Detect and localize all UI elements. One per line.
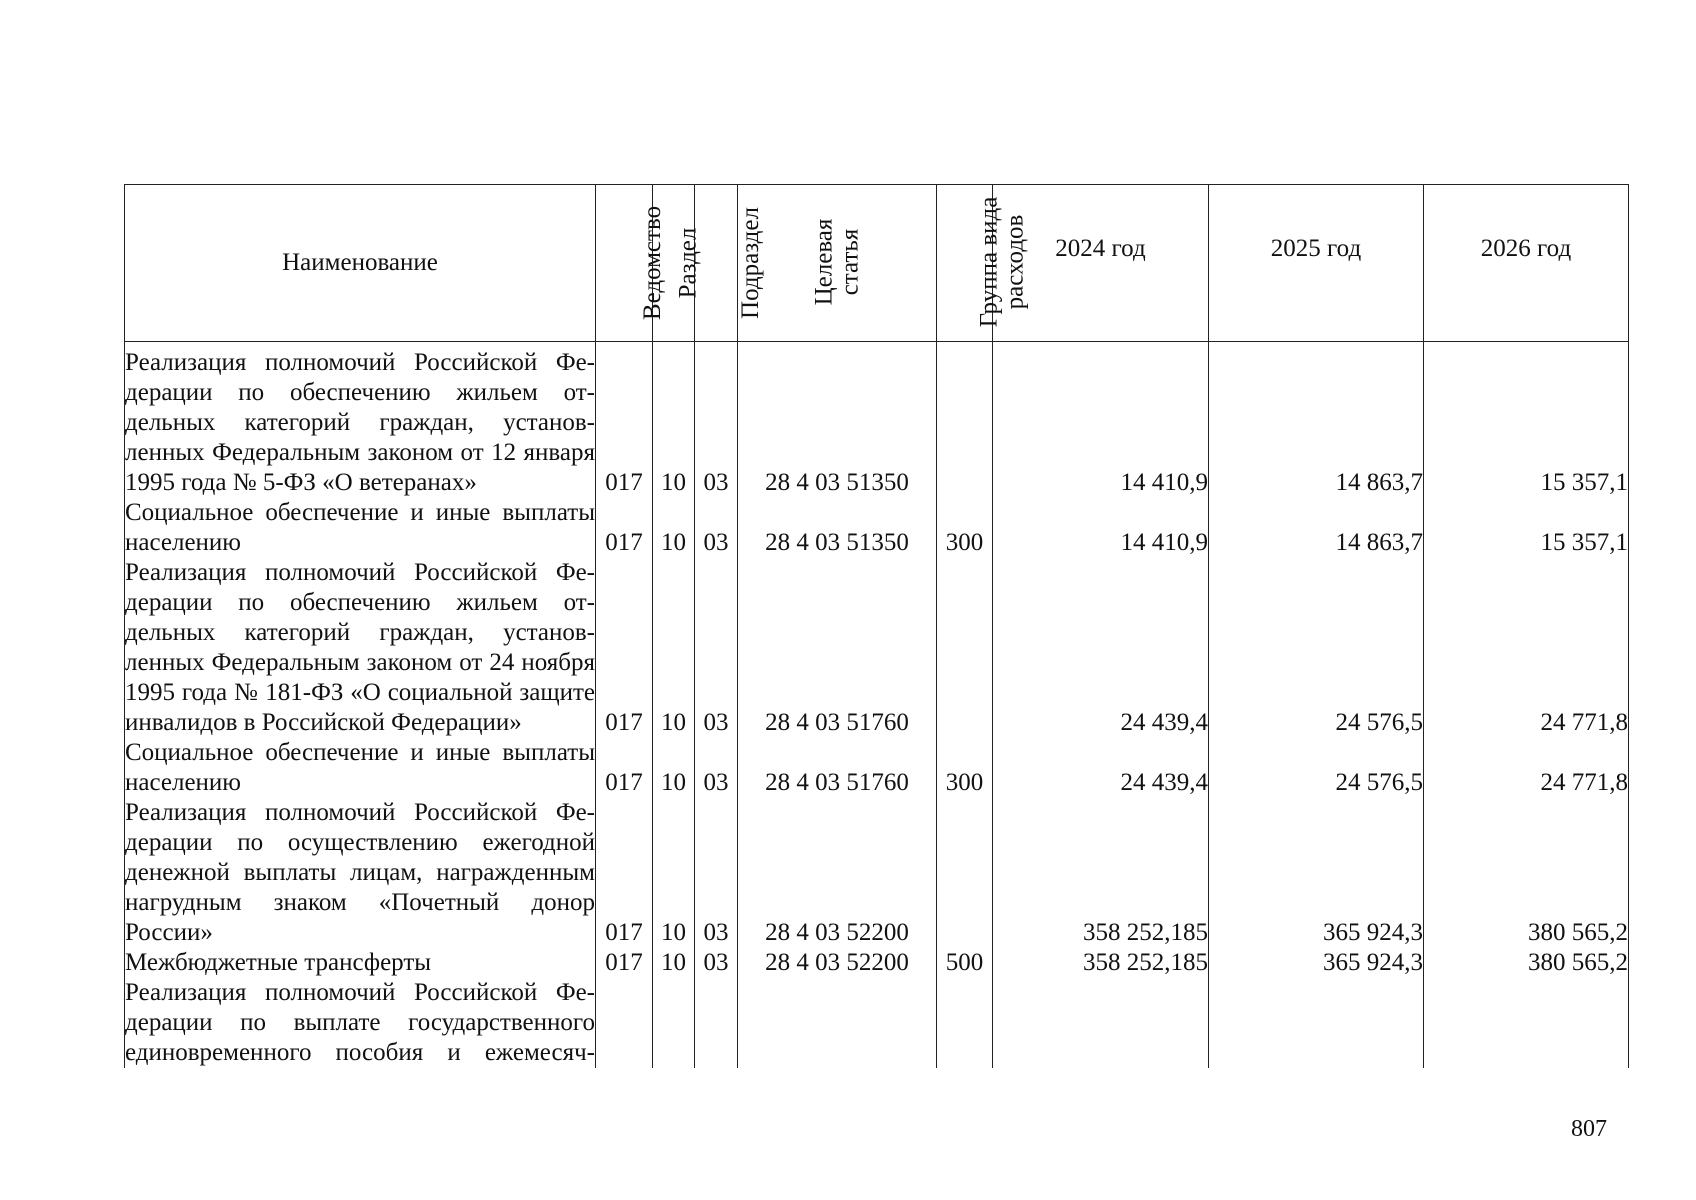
row-department: 017 [596,948,653,978]
row-2024: 358 252,185 [993,948,1209,978]
table-row [125,738,1629,798]
row-department [596,978,653,1068]
row-name: Межбюджетные трансферты [125,948,596,978]
row-2026: 24 771,8 [1424,738,1629,798]
table-row [125,798,1629,948]
row-expense-group: 300 [937,498,993,558]
row-2024: 24 439,4 [993,558,1209,738]
row-2025 [1209,978,1424,1068]
row-name: Социальное обеспечение и иные выплаты населению [125,739,595,796]
row-name: Социальное обеспечение и иные выплаты населению [125,499,595,556]
row-2025: 14 863,7 [1209,498,1424,558]
row-expense-group: 300 [937,738,993,798]
header-row [125,185,1629,342]
row-2026: 24 771,8 [1424,558,1629,738]
row-target-article [738,978,937,1068]
table-row [125,498,1629,558]
row-expense-group [937,978,993,1068]
row-section: 10 [653,738,695,798]
header-expense-group-line1: Группа вида [975,196,1003,328]
row-2024: 14 410,9 [993,498,1209,558]
row-section: 10 [653,498,695,558]
row-subsection: 03 [695,498,738,558]
row-2026: 380 565,2 [1424,798,1629,948]
table-row [125,948,1629,978]
row-expense-group: 500 [937,948,993,978]
header-target-article [738,185,937,342]
row-2025: 24 576,5 [1209,558,1424,738]
row-2025: 24 576,5 [1209,738,1424,798]
row-expense-group [937,798,993,948]
row-subsection: 03 [695,738,738,798]
header-target-article-line2: статья [835,228,863,296]
row-2024 [993,978,1209,1068]
header-subsection: Подраздел [695,185,738,342]
row-name: Реализация полномочий Российской Федерации по обеспечению жильем отдельных категорий граждан, установленных Федеральным законом от 24 ноября 1995 года № 181-ФЗ «О социальной защите инвалидов в Российской Федерации» [125,559,595,736]
row-2025: 365 924,3 [1209,798,1424,948]
table-row [125,558,1629,738]
row-department: 017 [596,798,653,948]
row-target-article: 28 4 03 51760 [738,558,937,738]
header-target-article-line1: Целевая [809,218,837,306]
header-name: Наименование [125,185,596,342]
table-row [125,342,1629,499]
row-2026 [1424,978,1629,1068]
row-section [653,978,695,1068]
row-subsection: 03 [695,558,738,738]
row-target-article: 28 4 03 51760 [738,738,937,798]
row-2026: 380 565,2 [1424,948,1629,978]
row-target-article: 28 4 03 52200 [738,948,937,978]
row-subsection [695,978,738,1068]
header-expense-group-line2: расходов [1001,214,1029,310]
budget-table [124,184,1629,1068]
row-2024: 24 439,4 [993,738,1209,798]
row-2025: 365 924,3 [1209,948,1424,978]
header-year-2025: 2025 год [1209,185,1424,342]
row-department: 017 [596,342,653,499]
row-section: 10 [653,342,695,499]
row-2025: 14 863,7 [1209,342,1424,499]
row-2026: 15 357,1 [1424,498,1629,558]
row-expense-group [937,558,993,738]
row-department: 017 [596,498,653,558]
row-subsection: 03 [695,342,738,499]
row-section: 10 [653,558,695,738]
row-department: 017 [596,738,653,798]
row-section: 10 [653,798,695,948]
row-2026: 15 357,1 [1424,342,1629,499]
header-section: Раздел [653,185,695,342]
row-subsection: 03 [695,948,738,978]
row-target-article: 28 4 03 52200 [738,798,937,948]
row-expense-group [937,342,993,499]
row-2024: 358 252,185 [993,798,1209,948]
row-name: Реализация полномочий Российской Федерации по осуществлению ежегодной денежной выплаты лицам, награжденным нагрудным знаком «Почетный донор России» [125,799,595,946]
row-subsection: 03 [695,798,738,948]
row-section: 10 [653,948,695,978]
row-target-article: 28 4 03 51350 [738,498,937,558]
page-number: 807 [1571,1116,1607,1142]
row-target-article: 28 4 03 51350 [738,342,937,499]
header-year-2026: 2026 год [1424,185,1629,342]
header-department: Ведомство [596,185,653,342]
row-department: 017 [596,558,653,738]
row-2024: 14 410,9 [993,342,1209,499]
row-name: Реализация полномочий Российской Федерации по выплате государственного единовременного пособия и ежемесяч- [125,979,595,1066]
header-expense-group [937,185,1029,342]
header-year-2024: 2024 год [993,185,1209,342]
table-row [125,978,1629,1068]
row-name: Реализация полномочий Российской Федерации по обеспечению жильем отдельных категорий граждан, установленных Федеральным законом от 12 января 1995 года № 5-ФЗ «О ветеранах» [125,342,596,499]
budget-table-wrapper [124,184,1628,1068]
